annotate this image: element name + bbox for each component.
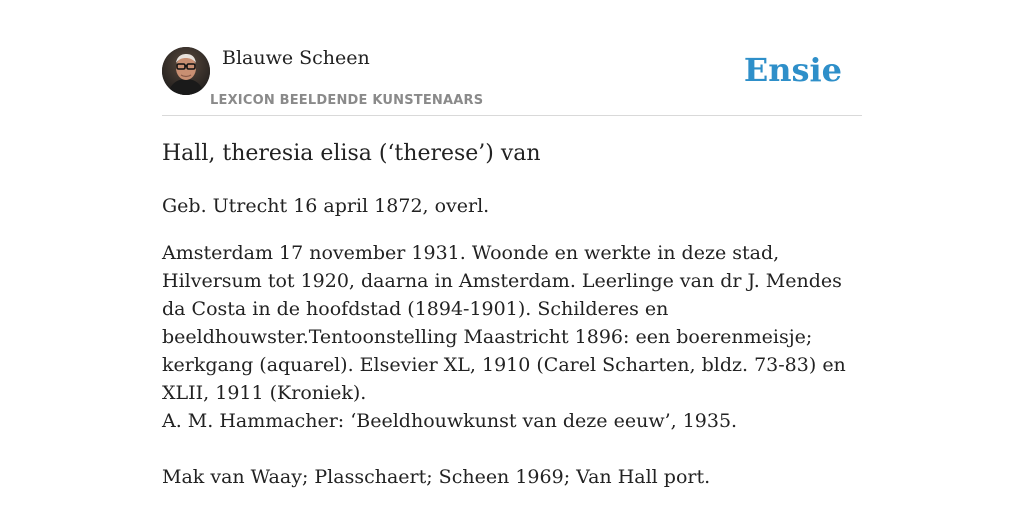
category-label[interactable]: LEXICON BEELDENDE KUNSTENAARS xyxy=(210,93,484,108)
article-paragraph: A. M. Hammacher: ‘Beeldhouwkunst van deze eeuw’, 1935. xyxy=(162,410,738,432)
author-name[interactable]: Blauwe Scheen xyxy=(222,47,370,69)
author-avatar[interactable] xyxy=(162,47,210,95)
page-header xyxy=(162,0,862,116)
article-paragraph: Mak van Waay; Plasschaert; Scheen 1969; Van Hall port. xyxy=(162,466,711,488)
article-paragraph: Geb. Utrecht 16 april 1872, overl. xyxy=(162,195,490,217)
article-title: Hall, theresia elisa (‘therese’) van xyxy=(162,141,541,166)
site-logo[interactable]: Ensie xyxy=(743,51,842,89)
avatar-photo-icon xyxy=(162,47,210,95)
article-paragraph: Amsterdam 17 november 1931. Woonde en werkte in deze stad, Hilversum tot 1920, daarna in Amsterdam. Leerlinge van dr J. Mendes da Costa in de hoofdstad (1894-1901). Schilderes en beeldhouwster.Tentoonstelling Maastricht 1896: een boerenmeisje; kerkgang (aquarel). Elsevier XL, 1910 (Carel Scharten, bldz. 73-83) en XLII, 1911 (Kroniek). xyxy=(162,242,846,404)
